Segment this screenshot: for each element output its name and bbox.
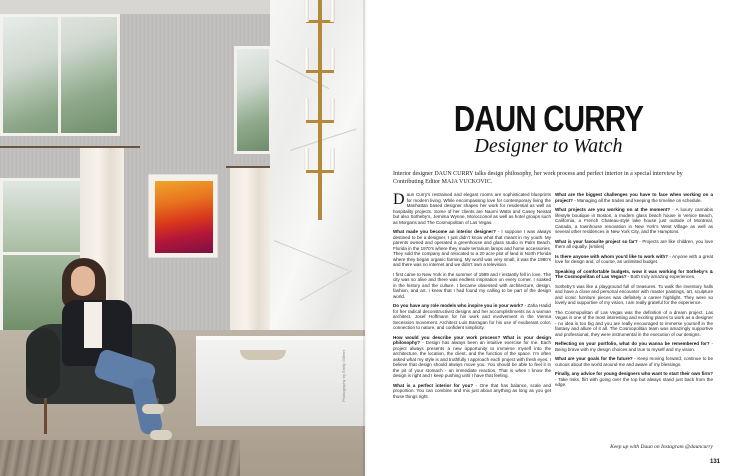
photo-credit: Photography by Emily Gilbert — [341, 350, 346, 402]
article-paragraph — [393, 383, 551, 400]
brass-sconce — [318, 0, 322, 220]
drop-cap: D — [393, 191, 405, 208]
interview-question: What are your goals for the future? — [555, 356, 633, 361]
abstract-painting — [148, 174, 218, 258]
page-number: 131 — [709, 459, 720, 465]
decorative-bowl — [240, 350, 286, 360]
interview-answer: - Zaha Hadid for her radical deconstructivist designs and her accomplishments as a woman architect. Josef Hoffmann for his work and involvement in the Vienna Secession movement. Architect Luis Barragan for his use of exuberant color, connection to nature, and confident simplicity. — [393, 303, 551, 330]
article-paragraph — [393, 272, 551, 300]
interview-answer: aun Curry’s restrained and elegant rooms are sophisticated blueprints for modern living. While encompassing love for contemporary living the Manhattan based designer shapes her work for residential as well as hospitality projects. Some of her clients are Naomi Watts and Casey Neistat but also Sotheby’s, Jemima Wynne, Morocconoil as well as hotel groups such as Morgans and The Cosmopolitan of Las Vegas. — [393, 192, 551, 225]
article-title: DAUN CURRY — [453, 98, 644, 139]
article-paragraph — [555, 239, 713, 250]
marble-vein — [274, 240, 349, 271]
instagram-signoff: Keep up with Daun on Instagram @dauncurry — [610, 444, 713, 450]
candle — [330, 148, 335, 170]
article-paragraph — [555, 356, 713, 367]
interview-answer: - Projects are like children, you love them all equally. [smiles] — [555, 238, 713, 249]
interview-answer: - Take risks, flirt with going over the top but always stand just back from the edge. — [555, 376, 713, 387]
candle — [304, 0, 309, 22]
candle — [304, 48, 309, 70]
article-paragraph — [393, 335, 551, 379]
interview-answer: - Keep moving forward, continue to be curious about the world around me and aware of my blessings. — [555, 356, 713, 367]
interview-answer: - Both truly amazing experiences. — [626, 274, 696, 279]
article-intro: Interior designer DAUN CURRY talks design philosophy, her work process and perfect interior in a special interview by Contributing Editor MAJA VUCKOVIC. — [393, 171, 683, 185]
painting-canvas — [155, 181, 213, 253]
interview-question: Is there anyone with whom you’d like to work with? — [555, 253, 668, 259]
interview-answer: Sotheby’s was like a playground full of treasures. To walk the inventory halls and have a close and personal encounter with master paintings, art, sculpture and iconic furniture pieces was definitely a career highlight. They were so lovely and supportive of my vision, I am really grateful for the experience. — [555, 283, 713, 305]
interview-question: How would you describe your work process? What is your design philosophy? — [393, 334, 551, 345]
candle — [304, 98, 309, 120]
candle — [330, 48, 335, 70]
curtain-right — [230, 168, 270, 338]
sconce-arm — [306, 70, 334, 73]
interview-answer: - Anyone with a great love for design and, of course, an unlimited budget. — [555, 253, 713, 264]
interview-answer: - A luxury cannabis lifestyle boutique in Boston, a modern glass beach house in Venice Beach, California, a French Chateau-style lake house just outside of Montreal, Canada, a townhouse renovation in New York’s West Village as well as several other residences in New York City, and the Hamptons. — [555, 207, 713, 234]
interview-answer: - Being brave with my design choices and true to myself and my vision. — [555, 341, 713, 352]
text-column-right — [555, 192, 713, 392]
text-column-left — [393, 192, 551, 403]
upper-window-right — [234, 46, 272, 154]
interview-question: Finally, any advice for young designers who want to start their own firm? — [555, 371, 713, 376]
interview-question: Reflecting on your portfolio, what do you wanna be remembered for? — [555, 341, 710, 346]
window-mullion — [0, 252, 86, 255]
article-paragraph — [555, 269, 713, 280]
article-paragraph — [555, 254, 713, 265]
interview-answer: - Design has always been an intuitive exercise for me. Each project always presents a new opportunity to immerse myself into the architecture, the location, the client, and the function of the space. I’m often asked what my style is and truthfully I approach each project with fresh eyes. I believe that design should always move you. You should be able to feel it in the pit of your stomach - an immediate reaction. That is when I know the design is right and I keep pushing until I have that feeling. — [393, 340, 551, 378]
article-paragraph — [555, 310, 713, 338]
article-paragraph — [555, 341, 713, 352]
article-paragraph — [393, 303, 551, 331]
interview-question: What are the biggest challenges you have to face when working on a project? — [555, 192, 713, 203]
candle — [304, 148, 309, 170]
marble-vein — [300, 270, 352, 301]
interview-answer: - I suppose I was always destined to be a designer, I just didn’t know what that meant in my youth. My parents owned and operated a greenhouse and glass studio in Palm Beach, Florida in the 1970’s where they made terrarium lamps and home accessories. They sold the company and relocated to a 20 acre plot of land in North Florida where they began organic farming. My world was very small, it was the 1980’s and there was no internet and we didn’t own a television. — [393, 229, 551, 267]
interview-question: What projects are you working on at the moment? — [555, 207, 671, 212]
article-paragraph — [555, 192, 713, 203]
designer-shirt — [84, 302, 102, 348]
interview-answer: The Cosmopolitan of Las Vegas was the definition of a dream project. Las Vegas is one of the most interesting and exciting places to work as a designer - no idea is too big and you are really encouraged to immerse yourself in the fantasy and allure of it all. The Cosmopolitan team was amazingly supportive and professional, they were instrumental in the execution of our designs. — [555, 309, 713, 337]
interview-answer: - Managing all the trades and keeping the timeline on schedule. — [572, 197, 702, 203]
area-rug — [0, 440, 240, 476]
sconce-arm — [306, 170, 334, 173]
designer-face — [71, 266, 95, 296]
article-paragraph — [393, 192, 551, 225]
candle — [330, 98, 335, 120]
marble-vein — [290, 128, 357, 151]
chair-armrest — [26, 328, 60, 398]
interview-answer: - One that has balance, scale and proportion. You can combine and mix just about anything as long as you get those things right. — [393, 382, 551, 399]
chair-leg — [44, 398, 47, 434]
article-paragraph — [555, 207, 713, 235]
interview-question: Speaking of comfortable budgets, wow it was working for Sotheby’s & The Cosmopolitan of Las Vegas? — [555, 268, 713, 279]
candle — [330, 0, 335, 22]
article-paragraph — [393, 229, 551, 268]
designer-shoe — [150, 430, 172, 440]
window-mullion — [58, 14, 61, 136]
interview-question: What made you become an interior designer? — [393, 229, 496, 234]
interview-question: What is a perfect interior for you? — [393, 382, 474, 388]
article-page — [367, 0, 730, 476]
designer-shoe — [142, 404, 164, 414]
sconce-arm — [306, 120, 334, 123]
article-paragraph — [555, 284, 713, 306]
article-paragraph — [555, 371, 713, 388]
interview-answer: I first came to New York in the summer of 1999 and I instantly fell in love. The city was so alive and there was endless inspiration on every corner. I soaked in the history and the culture. I became obsessed with architecture, design, fashion, and art. I knew that I had found my calling to be part of the design world. — [393, 271, 551, 299]
interview-question: What is your favourite project so far? — [555, 238, 638, 244]
interview-question: Do you have any role models who inspire you in your work? — [393, 303, 524, 308]
article-subtitle: Designer to Watch — [474, 135, 623, 157]
